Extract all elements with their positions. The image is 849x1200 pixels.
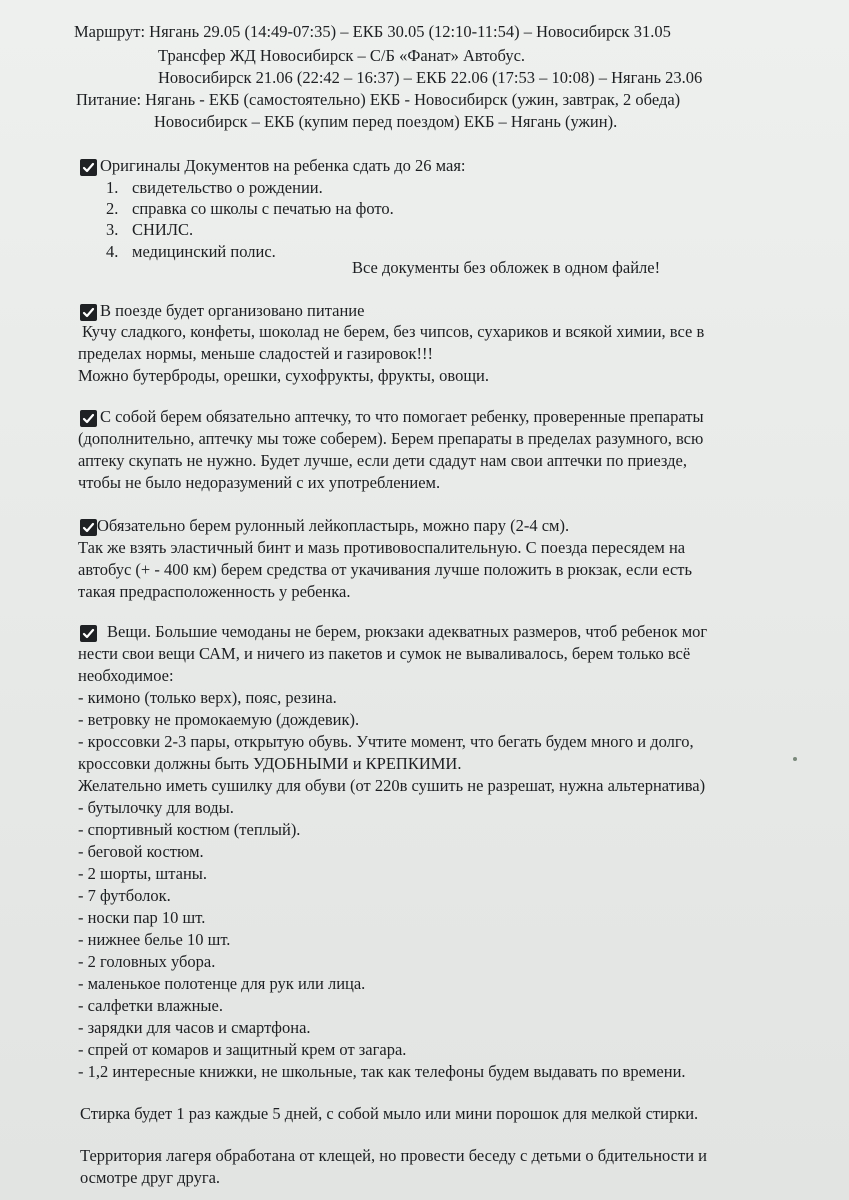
ticks-line-2: осмотре друг друга. — [80, 1168, 221, 1187]
plaster-line-1: Обязательно берем рулонный лейкопластырь, можно пару (2-4 см). — [97, 516, 570, 535]
things-list-item: - носки пар 10 шт. — [78, 908, 206, 927]
train-food-heading: В поезде будет организовано питание — [100, 301, 365, 320]
route-line-2: Трансфер ЖД Новосибирск – С/Б «Фанат» Автобус. — [158, 46, 526, 65]
things-list-item: - кроссовки 2-3 пары, открытую обувь. Учтите момент, что бегать будем много и долго, — [78, 732, 694, 751]
item-number: 1. — [106, 178, 119, 197]
laundry-note: Стирка будет 1 раз каждые 5 дней, с собой мыло или мини порошок для мелкой стирки. — [80, 1104, 699, 1123]
first-aid-line-1: С собой берем обязательно аптечку, то что помогает ребенку, проверенные препараты — [100, 407, 704, 426]
first-aid-line-3: аптеку скупать не нужно. Будет лучше, если дети сдадут нам свои аптечки по приезде, — [78, 451, 687, 470]
route-line-1: Маршрут: Нягань 29.05 (14:49-07:35) – ЕКБ 30.05 (12:10-11:54) – Новосибирск 31.05 — [74, 22, 671, 41]
checked-checkbox-icon — [80, 304, 97, 321]
things-list-item: Желательно иметь сушилку для обуви (от 220в сушить не разрешат, нужна альтернатива) — [78, 776, 706, 795]
plaster-line-3: автобус (+ - 400 км) берем средства от укачивания лучше положить в рюкзак, если есть — [78, 560, 693, 579]
paper-speck — [793, 757, 797, 761]
item-text: справка со школы с печатью на фото. — [132, 199, 394, 218]
things-list-item: - маленькое полотенце для рук или лица. — [78, 974, 366, 993]
item-text: свидетельство о рождении. — [132, 178, 323, 197]
item-text: медицинский полис. — [132, 242, 276, 261]
documents-item — [106, 178, 323, 198]
things-list-item: - 2 головных убора. — [78, 952, 216, 971]
things-list-item: - салфетки влажные. — [78, 996, 223, 1015]
documents-item — [106, 242, 276, 262]
things-list-item: - 2 шорты, штаны. — [78, 864, 208, 883]
things-list-item: - спрей от комаров и защитный крем от загара. — [78, 1040, 407, 1059]
checked-checkbox-icon — [80, 159, 97, 176]
train-food-line-3: Можно бутерброды, орешки, сухофрукты, фрукты, овощи. — [78, 366, 489, 385]
plaster-line-4: такая предрасположенность у ребенка. — [78, 582, 351, 601]
train-food-line-2: пределах нормы, меньше сладостей и газировок!!! — [78, 344, 434, 363]
first-aid-line-2: (дополнительно, аптечку мы тоже соберем). Берем препараты в пределах разумного, всю — [78, 429, 704, 448]
plaster-line-2: Так же взять эластичный бинт и мазь противовоспалительную. С поезда пересядем на — [78, 538, 686, 557]
things-list-item: - бутылочку для воды. — [78, 798, 234, 817]
first-aid-line-4: чтобы не было недоразумений с их употреблением. — [78, 473, 441, 492]
documents-item — [106, 220, 193, 240]
item-text: СНИЛС. — [132, 220, 194, 239]
documents-item — [106, 199, 394, 219]
food-line-1: Питание: Нягань - ЕКБ (самостоятельно) ЕКБ - Новосибирск (ужин, завтрак, 2 обеда) — [76, 90, 681, 109]
things-list-item: - беговой костюм. — [78, 842, 204, 861]
route-line-3: Новосибирск 21.06 (22:42 – 16:37) – ЕКБ 22.06 (17:53 – 10:08) – Нягань 23.06 — [158, 68, 703, 87]
things-line-3: необходимое: — [78, 666, 174, 685]
things-line-2: нести свои вещи САМ, и ничего из пакетов и сумок не вываливалось, берем только всё — [78, 644, 691, 663]
things-list-item: - 7 футболок. — [78, 886, 171, 905]
things-line-1: Вещи. Большие чемоданы не берем, рюкзаки адекватных размеров, чтоб ребенок мог — [107, 622, 708, 641]
checked-checkbox-icon — [80, 410, 97, 427]
things-list-item: - ветровку не промокаемую (дождевик). — [78, 710, 360, 729]
documents-note: Все документы без обложек в одном файле! — [352, 258, 661, 277]
things-list-item: - зарядки для часов и смартфона. — [78, 1018, 311, 1037]
item-number: 4. — [106, 242, 119, 261]
things-list-item: - 1,2 интересные книжки, не школьные, так как телефоны будем выдавать по времени. — [78, 1062, 686, 1081]
item-number: 3. — [106, 220, 119, 239]
things-list-item: - нижнее белье 10 шт. — [78, 930, 231, 949]
things-list-item: кроссовки должны быть УДОБНЫМИ и КРЕПКИМИ. — [78, 754, 462, 773]
documents-heading: Оригиналы Документов на ребенка сдать до 26 мая: — [100, 156, 466, 175]
checked-checkbox-icon — [80, 519, 97, 536]
things-list-item: - спортивный костюм (теплый). — [78, 820, 301, 839]
checked-checkbox-icon — [80, 625, 97, 642]
ticks-line-1: Территория лагеря обработана от клещей, но провести беседу с детьми о бдительности и — [80, 1146, 707, 1165]
food-line-2: Новосибирск – ЕКБ (купим перед поездом) ЕКБ – Нягань (ужин). — [154, 112, 618, 131]
item-number: 2. — [106, 199, 119, 218]
train-food-line-1: Кучу сладкого, конфеты, шоколад не берем, без чипсов, сухариков и всякой химии, все в — [82, 322, 705, 341]
things-list-item: - кимоно (только верх), пояс, резина. — [78, 688, 337, 707]
